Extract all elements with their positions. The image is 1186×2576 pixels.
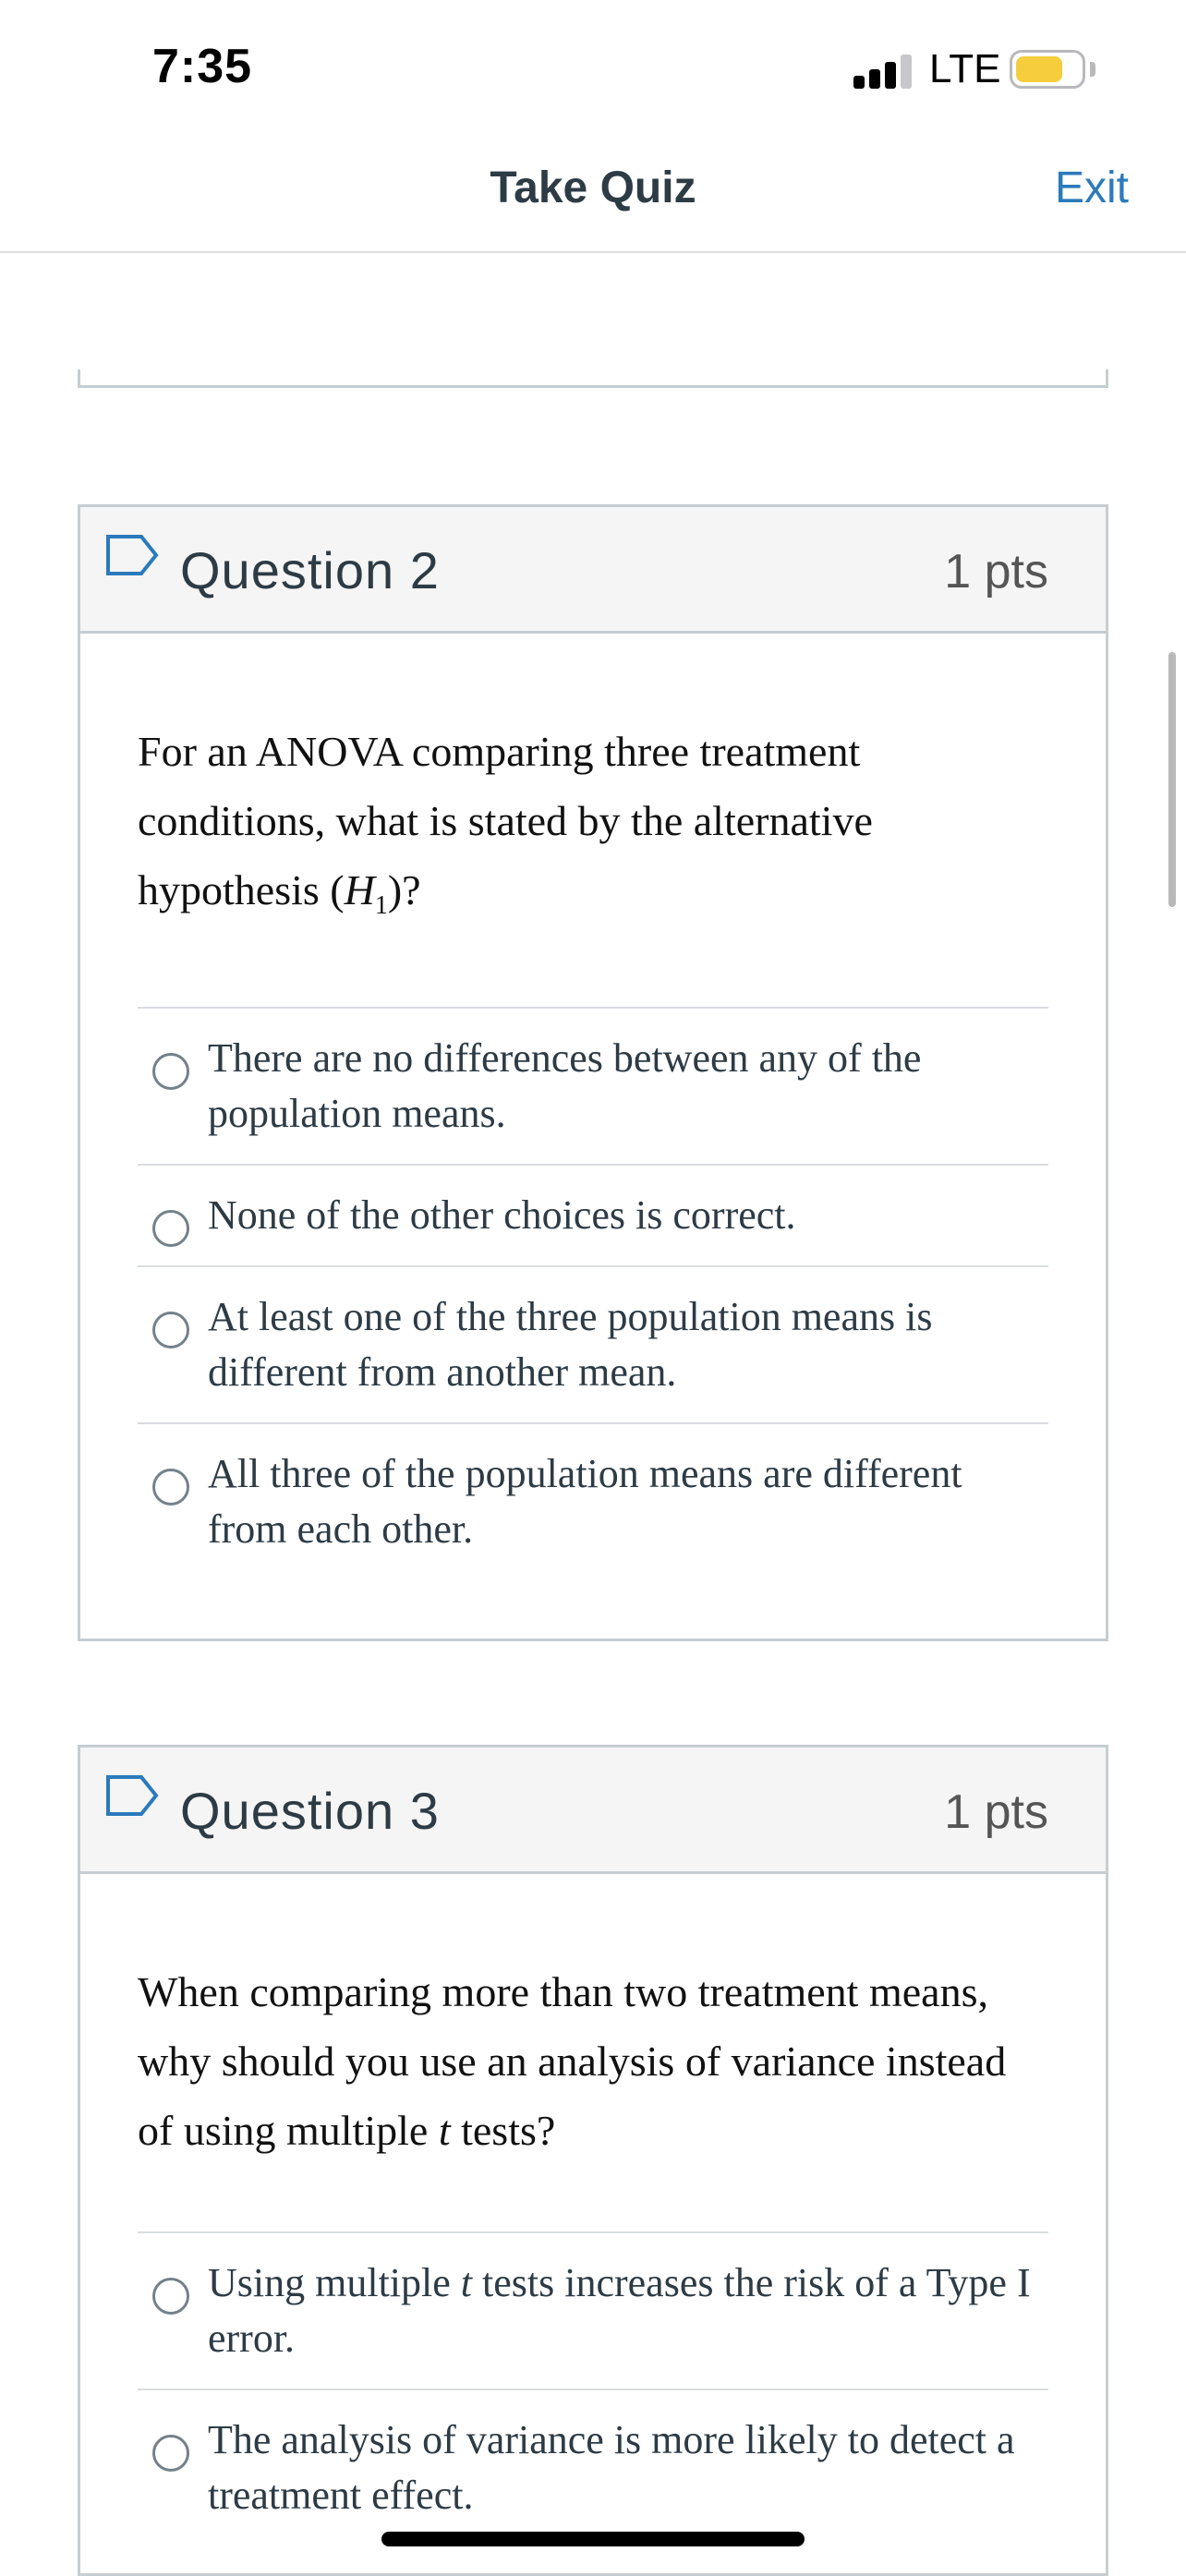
status-bar bbox=[0, 0, 1186, 139]
question-prompt: For an ANOVA comparing three treatment conditions, what is stated by the alternative hypothesis $(H_1)$? bbox=[138, 728, 873, 921]
flag-question-icon[interactable] bbox=[104, 533, 162, 577]
question-title: Question 2 bbox=[180, 541, 440, 599]
answer-label: There are no differences between any of the population means. bbox=[208, 1035, 922, 1137]
radio-button[interactable] bbox=[152, 2435, 189, 2472]
cellular-signal-icon bbox=[853, 54, 914, 89]
page-title: Take Quiz bbox=[490, 163, 696, 212]
answer-label: All three of the population means are different from each other. bbox=[208, 1451, 962, 1553]
answer-option[interactable] bbox=[138, 1007, 1048, 1164]
radio-button[interactable] bbox=[152, 1210, 189, 1247]
question-points: 1 pts bbox=[944, 545, 1048, 599]
answer-label: None of the other choices is correct. bbox=[208, 1192, 796, 1239]
battery-icon bbox=[1010, 50, 1085, 89]
answer-option[interactable] bbox=[138, 1265, 1048, 1422]
scrollbar[interactable] bbox=[1168, 652, 1176, 907]
question-title: Question 3 bbox=[180, 1782, 440, 1840]
question-body bbox=[80, 1957, 1106, 2546]
radio-button[interactable] bbox=[152, 1053, 189, 1090]
answer-label: The analysis of variance is more likely to detect a treatment effect. bbox=[208, 2417, 1015, 2518]
answer-list bbox=[138, 1007, 1048, 1639]
question-points: 1 pts bbox=[944, 1785, 1048, 1839]
answer-label: At least one of the three population means is different from another mean. bbox=[208, 1294, 933, 1396]
radio-button[interactable] bbox=[152, 2278, 189, 2315]
radio-button[interactable] bbox=[152, 1312, 189, 1348]
answer-label: Using multiple t tests increases the risk of a Type I error. bbox=[208, 2260, 1031, 2361]
question-body bbox=[80, 717, 1106, 1639]
home-indicator[interactable] bbox=[381, 2532, 805, 2546]
answer-option[interactable] bbox=[138, 1422, 1048, 1639]
question-header bbox=[80, 507, 1106, 634]
answer-option[interactable] bbox=[138, 1164, 1048, 1265]
nav-divider bbox=[0, 251, 1186, 253]
radio-button[interactable] bbox=[152, 1469, 189, 1506]
flag-question-icon[interactable] bbox=[104, 1773, 162, 1818]
answer-option[interactable] bbox=[138, 2231, 1048, 2389]
question-card-3 bbox=[78, 1745, 1108, 2576]
previous-question-card-bottom bbox=[78, 369, 1108, 388]
battery-cap bbox=[1090, 62, 1095, 77]
answer-option[interactable] bbox=[138, 2389, 1048, 2546]
status-time: 7:35 bbox=[152, 40, 253, 93]
exit-button[interactable]: Exit bbox=[1054, 163, 1129, 212]
question-card-2 bbox=[78, 504, 1108, 1641]
question-prompt: When comparing more than two treatment means, why should you use an analysis of variance instead of using multiple t tests? bbox=[138, 1968, 1007, 2154]
question-header bbox=[80, 1748, 1106, 1874]
answer-list bbox=[138, 2231, 1048, 2546]
network-type: LTE bbox=[929, 46, 1001, 91]
